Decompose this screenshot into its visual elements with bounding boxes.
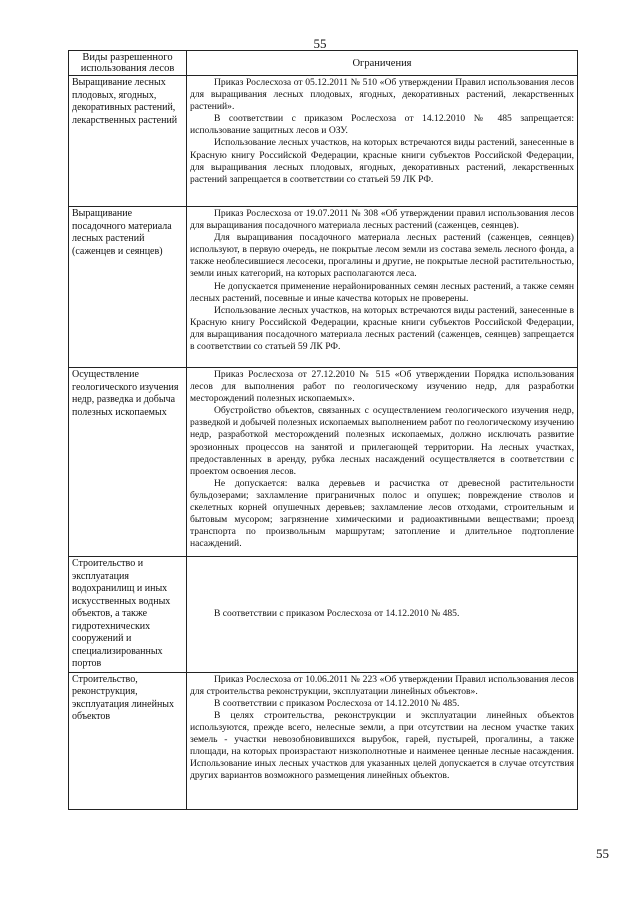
paragraph: В целях строительства, реконструкции и эксплуатации линейных объектов используются, прежде всего, нелесные земли, а при отсутствии на лесном участке таких земель - участки невозобновившихся вырубок, гарей, пустырей, прогалины, а также площади, на которых произрастают низкополнотные и наименее ценные лесные насаждения. Использование иных лесных участков для указанных целей допускается в случае отсутствия других вариантов возможного размещения линейных объектов.: [190, 709, 574, 782]
paragraph: Не допускается применение нерайонированных семян лесных растений, а также семян лесных растений, посевные и иные качества которых не проверены.: [190, 280, 574, 304]
header-kinds: Виды разрешенного использования лесов: [69, 51, 187, 76]
paragraph: Приказ Рослесхоза от 05.12.2011 № 510 «Об утверждении Правил использования лесов для выращивания лесных плодовых, ягодных, декоративных растений, лекарственных растений».: [190, 77, 574, 113]
table-row: [69, 368, 578, 557]
row-restrictions: [187, 557, 578, 673]
table-row: [69, 207, 578, 368]
page-number-top: 55: [313, 36, 327, 51]
row-restrictions: [187, 368, 578, 557]
table-header-row: [69, 51, 578, 76]
paragraph: Приказ Рослесхоза от 10.06.2011 № 223 «Об утверждении Правил использования лесов для строительства реконструкции, эксплуатации линейных объектов».: [190, 673, 574, 697]
row-kind: Строительство, реконструкция, эксплуатация линейных объектов: [69, 672, 187, 809]
paragraph: Не допускается: валка деревьев и расчистка от древесной растительности бульдозерами; захламление приграничных полос и опушек; повреждение стволов и скелетных корней опушечных деревьев; захламление лесов отходами, строительным и бытовым мусором; загрязнение химическими и радиоактивными веществами; проезд транспорта по произвольным маршрутам; затопление и длительное подтопление насаждений.: [190, 477, 574, 550]
paragraph: В соответствии с приказом Рослесхоза от 14.12.2010 № 485 запрещается: использование защитных лесов и ОЗУ.: [190, 113, 574, 137]
table-row: [69, 557, 578, 673]
paragraph: Приказ Рослесхоза от 27.12.2010 № 515 «Об утверждении Порядка использования лесов для выполнения работ по геологическому изучению недр, для разработки месторождений полезных ископаемых».: [190, 369, 574, 405]
header-restrictions: Ограничения: [187, 51, 578, 76]
row-restrictions: [187, 207, 578, 368]
row-restrictions: [187, 672, 578, 809]
restrictions-table: [68, 50, 578, 810]
paragraph: Для выращивания посадочного материала лесных растений (саженцев, сеянцев) используют, в первую очередь, не покрытые лесом земли из состава земель лесного фонда, а также необлесившиеся лесосеки, прогалины и другие, не покрытые лесной растительностью, земли иных категорий, на которых располагаются леса.: [190, 232, 574, 280]
page-number-bottom: 55: [596, 846, 609, 861]
paragraph: Использование лесных участков, на которых встречаются виды растений, занесенные в Красную книгу Российской Федерации, красные книги субъектов Российской Федерации, для выращивания лесных плодовых, ягодных, декоративных растений, лекарственных растений запрещается в соответствии со статьей 59 ЛК РФ.: [190, 137, 574, 185]
row-kind: Выращивание лесных плодовых, ягодных, декоративных растений, лекарственных растений: [69, 76, 187, 207]
paragraph: В соответствии с приказом Рослесхоза от 14.12.2010 № 485.: [214, 608, 460, 620]
paragraph: Использование лесных участков, на которых встречаются виды растений, занесенные в Красную книгу Российской Федерации, красные книги субъектов Российской Федерации, для выращивания посадочного материала лесных растений (саженцев, сеянцев) запрещается в соответствии со статьей 59 ЛК РФ.: [190, 304, 574, 353]
row-restrictions: [187, 76, 578, 207]
table-row: [69, 672, 578, 809]
table-row: [69, 76, 578, 207]
paragraph: Приказ Рослесхоза от 19.07.2011 № 308 «Об утверждении правил использования лесов для выращивания посадочного материала лесных растений (саженцев, сеянцев).: [190, 208, 574, 232]
paragraph: Обустройство объектов, связанных с осуществлением геологического изучения недр, разведкой и добычей полезных ископаемых выполнением работ по геологическому изучению недр, разработкой месторождений полезных ископаемых, должно исключать развитие эрозионных процессов на занятой и прилегающей территории. На лесных участках, предоставленных в аренду, рубка лесных насаждений осуществляется в соответствии с проектом освоения лесов.: [190, 405, 574, 477]
row-kind: Строительство и эксплуатация водохранилищ и иных искусственных водных объектов, а также гидротехнических сооружений и специализированных портов: [69, 557, 187, 673]
paragraph: В соответствии с приказом Рослесхоза от 14.12.2010 № 485.: [214, 697, 460, 709]
row-kind: Выращивание посадочного материала лесных растений (саженцев и сеянцев): [69, 207, 187, 368]
row-kind: Осуществление геологического изучения недр, разведка и добыча полезных ископаемых: [69, 368, 187, 557]
